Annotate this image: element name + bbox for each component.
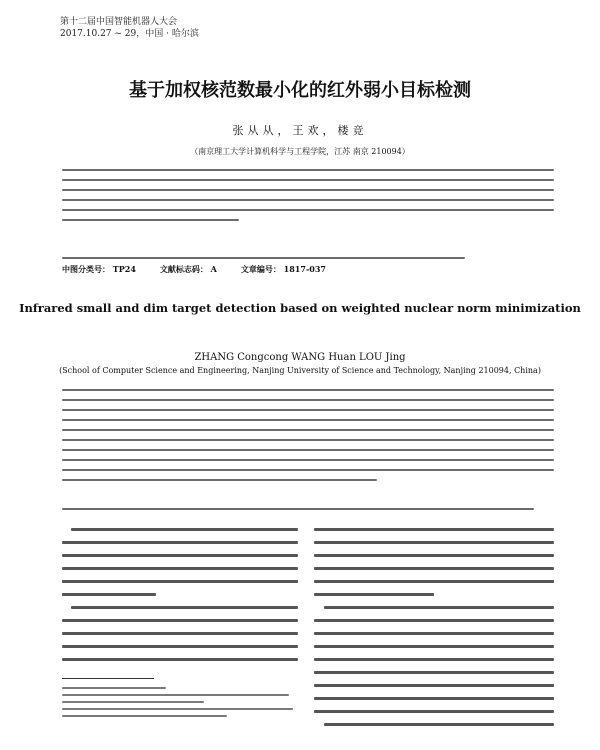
footnote-rule — [62, 678, 154, 679]
clc-number: 中图分类号： TP24 — [62, 264, 136, 274]
article-number: 文章编号： 1817-037 — [240, 264, 326, 274]
title-en: Infrared small and dim target detection based on weighted nuclear norm minimization — [19, 301, 581, 315]
keywords-en — [62, 500, 554, 512]
abstract-cn — [62, 161, 554, 233]
conference-line: 第十二届中国智能机器人大会 — [60, 17, 178, 27]
keywords-cn — [62, 249, 554, 261]
abstract-en — [62, 381, 554, 494]
affiliation-cn: （南京理工大学计算机科学与工程学院，江苏 南京 210094） — [190, 147, 410, 156]
authors-cn: 张从从，王欢，楼竞 — [232, 124, 368, 137]
title-cn: 基于加权核范数最小化的红外弱小目标检测 — [129, 80, 471, 101]
affiliation-en: (School of Computer Science and Engineering, Nanjing University of Science and Technology, Nanjing 210094, China) — [59, 366, 541, 375]
body-column-right — [314, 518, 554, 744]
footnote — [62, 682, 298, 746]
classification-cn — [62, 264, 554, 275]
document-code: 文献标志码： A — [159, 264, 217, 274]
body-column-left — [62, 518, 298, 674]
authors-en: ZHANG Congcong WANG Huan LOU Jing — [194, 352, 406, 363]
conference-date: 2017.10.27 ~ 29，中国 · 哈尔滨 — [60, 29, 199, 39]
running-head — [60, 16, 199, 40]
